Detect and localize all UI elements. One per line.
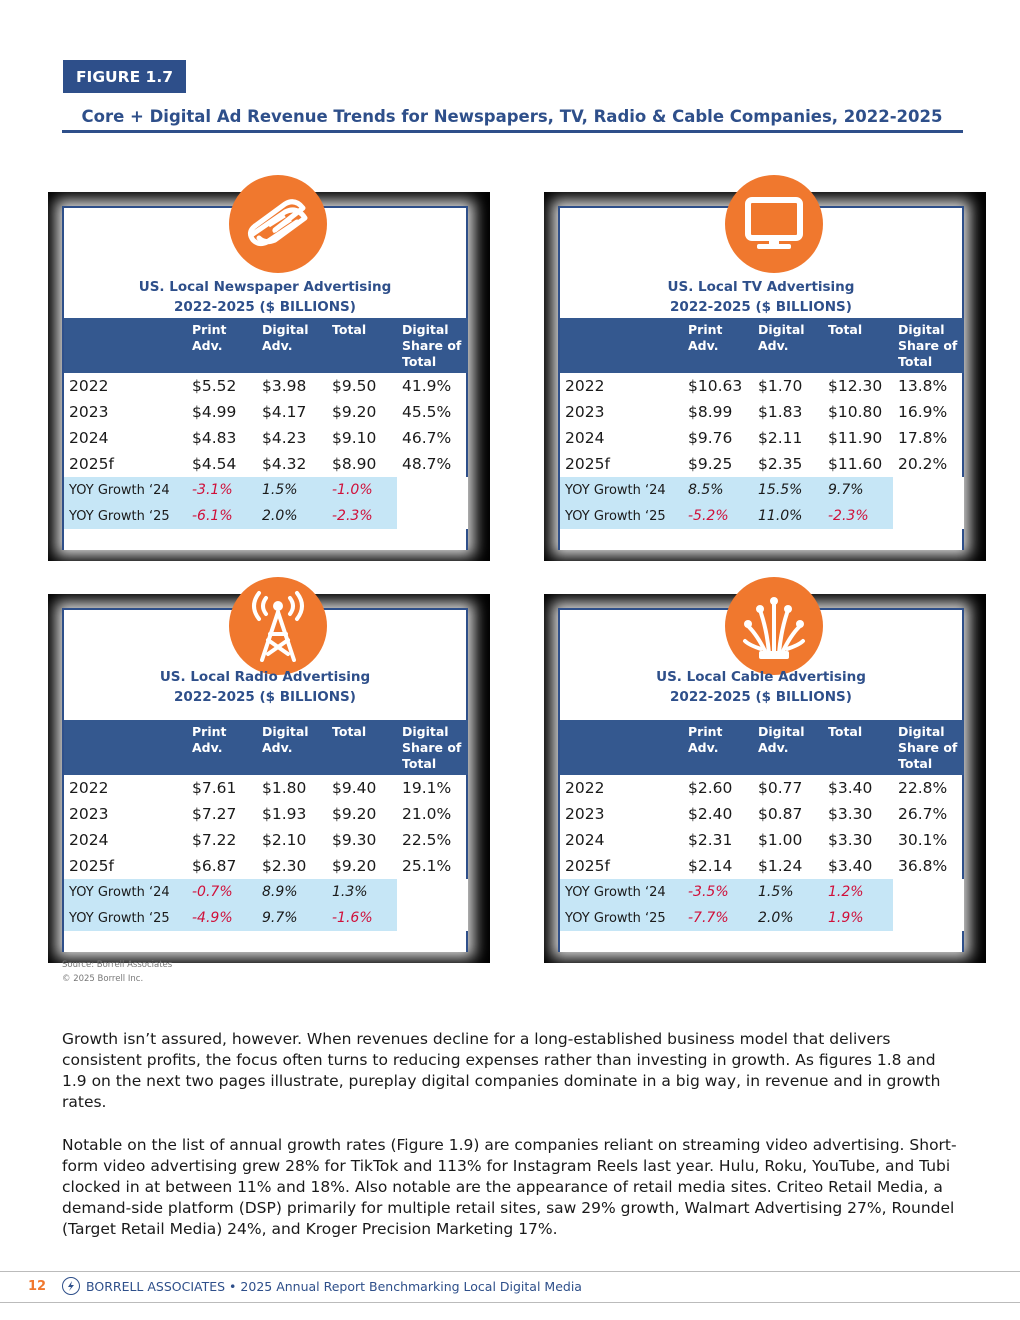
year-cell: 2025f — [69, 857, 114, 875]
yoy-label: YOY Growth ‘24 — [64, 477, 187, 503]
yoy-digital: 1.5% — [753, 879, 823, 905]
table-row — [560, 775, 964, 801]
year-cell: 2024 — [565, 429, 605, 447]
share-cell: 41.9% — [402, 377, 452, 395]
share-cell: 21.0% — [402, 805, 452, 823]
digital-cell: $1.24 — [758, 857, 803, 875]
yoy-label: YOY Growth ‘25 — [64, 503, 187, 529]
yoy-row — [560, 905, 964, 931]
figure-label: FIGURE 1.7 — [63, 60, 186, 93]
digital-cell: $4.17 — [262, 403, 307, 421]
share-cell: 22.5% — [402, 831, 452, 849]
print-cell: $5.52 — [192, 377, 237, 395]
share-cell: 22.8% — [898, 779, 948, 797]
share-cell: 20.2% — [898, 455, 948, 473]
col-header: Total — [823, 720, 893, 775]
cable-card-title: US. Local Cable Advertising 2022-2025 ($ BILLIONS) — [656, 669, 866, 705]
total-cell: $11.60 — [828, 455, 883, 473]
col-header: Print Adv. — [187, 318, 257, 373]
share-cell: 16.9% — [898, 403, 948, 421]
total-cell: $9.50 — [332, 377, 377, 395]
share-cell: 19.1% — [402, 779, 452, 797]
year-cell: 2024 — [69, 429, 109, 447]
table-row — [560, 853, 964, 879]
yoy-label: YOY Growth ‘24 — [560, 879, 683, 905]
yoy-print: -5.2% — [683, 503, 753, 529]
yoy-total: -1.0% — [327, 477, 397, 503]
total-cell: $8.90 — [332, 455, 377, 473]
table-row — [560, 373, 964, 399]
yoy-row — [560, 879, 964, 905]
total-cell: $9.20 — [332, 857, 377, 875]
digital-cell: $2.30 — [262, 857, 307, 875]
table-header-row — [560, 720, 964, 775]
total-cell: $3.30 — [828, 805, 873, 823]
print-cell: $4.83 — [192, 429, 237, 447]
digital-cell: $3.98 — [262, 377, 307, 395]
tv-panel — [544, 192, 986, 561]
share-cell: 30.1% — [898, 831, 948, 849]
yoy-print: -0.7% — [187, 879, 257, 905]
source-note: Source: Borrell Associates — [62, 960, 173, 970]
total-cell: $11.90 — [828, 429, 883, 447]
table-row — [64, 373, 468, 399]
table-header-row — [64, 318, 468, 373]
share-cell: 26.7% — [898, 805, 948, 823]
yoy-digital: 11.0% — [753, 503, 823, 529]
yoy-print: -3.5% — [683, 879, 753, 905]
col-header: Digital Adv. — [257, 720, 327, 775]
tv-table — [560, 318, 964, 529]
col-header: Digital Share of Total — [397, 720, 468, 775]
year-cell: 2022 — [69, 779, 109, 797]
print-cell: $8.99 — [688, 403, 733, 421]
yoy-print: -4.9% — [187, 905, 257, 931]
cable-card — [558, 608, 964, 952]
yoy-total: -2.3% — [823, 503, 893, 529]
yoy-digital: 8.9% — [257, 879, 327, 905]
table-row — [64, 801, 468, 827]
share-cell: 25.1% — [402, 857, 452, 875]
table-row — [64, 853, 468, 879]
newspaper-card — [62, 206, 468, 550]
col-header — [64, 720, 187, 775]
yoy-print: -6.1% — [187, 503, 257, 529]
print-cell: $4.54 — [192, 455, 237, 473]
col-header: Print Adv. — [683, 318, 753, 373]
year-cell: 2025f — [69, 455, 114, 473]
col-header: Total — [327, 720, 397, 775]
share-cell: 36.8% — [898, 857, 948, 875]
yoy-row — [64, 879, 468, 905]
footer-text: BORRELL ASSOCIATES • 2025 Annual Report Benchmarking Local Digital Media — [86, 1279, 582, 1294]
yoy-digital: 15.5% — [753, 477, 823, 503]
title-underline — [62, 130, 963, 133]
footer-top-rule — [0, 1271, 1020, 1272]
yoy-total: 1.2% — [823, 879, 893, 905]
digital-cell: $1.70 — [758, 377, 803, 395]
digital-cell: $1.80 — [262, 779, 307, 797]
col-header: Print Adv. — [683, 720, 753, 775]
radio-tower-icon — [229, 577, 327, 675]
yoy-row — [64, 503, 468, 529]
table-header-row — [64, 720, 468, 775]
table-row — [560, 827, 964, 853]
fiber-cable-icon — [725, 577, 823, 675]
footer-bottom-rule — [0, 1302, 1020, 1303]
yoy-print: 8.5% — [683, 477, 753, 503]
total-cell: $9.20 — [332, 403, 377, 421]
newspaper-panel — [48, 192, 490, 561]
digital-cell: $2.35 — [758, 455, 803, 473]
print-cell: $7.61 — [192, 779, 237, 797]
print-cell: $2.14 — [688, 857, 733, 875]
yoy-print: -3.1% — [187, 477, 257, 503]
year-cell: 2023 — [565, 805, 605, 823]
share-cell: 13.8% — [898, 377, 948, 395]
table-row — [560, 425, 964, 451]
tv-card — [558, 206, 964, 550]
table-row — [64, 827, 468, 853]
col-header: Print Adv. — [187, 720, 257, 775]
print-cell: $6.87 — [192, 857, 237, 875]
total-cell: $9.20 — [332, 805, 377, 823]
year-cell: 2022 — [565, 779, 605, 797]
digital-cell: $1.83 — [758, 403, 803, 421]
share-cell: 46.7% — [402, 429, 452, 447]
table-row — [560, 801, 964, 827]
print-cell: $10.63 — [688, 377, 743, 395]
year-cell: 2023 — [69, 805, 109, 823]
page-number: 12 — [28, 1279, 47, 1294]
newspaper-card-title: US. Local Newspaper Advertising 2022-2025 ($ BILLIONS) — [138, 279, 392, 315]
body-paragraph: Growth isn’t assured, however. When revenues decline for a long-established business model that delivers consistent profits, the focus often turns to reducing expenses rather than investing in growth. As figures 1.8 and 1.9 on the next two pages illustrate, pureplay digital companies dominate in a big way, in revenue and in growth rates. — [62, 1030, 941, 1111]
col-header: Digital Share of Total — [893, 318, 964, 373]
yoy-total: 1.9% — [823, 905, 893, 931]
tv-card-title: US. Local TV Advertising 2022-2025 ($ BILLIONS) — [667, 279, 855, 315]
digital-cell: $2.10 — [262, 831, 307, 849]
col-header: Digital Share of Total — [397, 318, 468, 373]
table-row — [560, 451, 964, 477]
yoy-label: YOY Growth ‘25 — [560, 905, 683, 931]
digital-cell: $2.11 — [758, 429, 803, 447]
body-paragraph: Notable on the list of annual growth rates (Figure 1.9) are companies reliant on streaming video advertising. Short-form video advertising grew 28% for TikTok and 113% for Instagram Reels last year. Hulu, Roku, YouTube, and Tubi clocked in at between 11% and 18%. Also notable are the appearance of retail media sites. Criteo Retail Media, a demand-side platform (DSP) primarily for multiple retail sites, saw 29% growth, Walmart Advertising 27%, Roundel (Target Retail Media) 24%, and Kroger Precision Marketing 17%. — [62, 1136, 957, 1238]
yoy-total: -2.3% — [327, 503, 397, 529]
yoy-digital: 1.5% — [257, 477, 327, 503]
digital-cell: $1.00 — [758, 831, 803, 849]
yoy-digital: 9.7% — [257, 905, 327, 931]
figure-title: Core + Digital Ad Revenue Trends for Newspapers, TV, Radio & Cable Companies, 2022-2025 — [81, 107, 943, 126]
col-header: Total — [327, 318, 397, 373]
total-cell: $9.10 — [332, 429, 377, 447]
digital-cell: $4.32 — [262, 455, 307, 473]
cable-table — [560, 720, 964, 931]
total-cell: $12.30 — [828, 377, 883, 395]
yoy-label: YOY Growth ‘24 — [560, 477, 683, 503]
col-header — [64, 318, 187, 373]
total-cell: $3.30 — [828, 831, 873, 849]
total-cell: $9.40 — [332, 779, 377, 797]
yoy-row — [64, 477, 468, 503]
table-header-row — [560, 318, 964, 373]
digital-cell: $0.87 — [758, 805, 803, 823]
total-cell: $10.80 — [828, 403, 883, 421]
yoy-digital: 2.0% — [257, 503, 327, 529]
tv-icon — [725, 175, 823, 273]
yoy-label: YOY Growth ‘25 — [64, 905, 187, 931]
yoy-row — [560, 477, 964, 503]
table-row — [64, 399, 468, 425]
year-cell: 2024 — [69, 831, 109, 849]
col-header — [560, 318, 683, 373]
share-cell: 48.7% — [402, 455, 452, 473]
year-cell: 2024 — [565, 831, 605, 849]
year-cell: 2022 — [69, 377, 109, 395]
share-cell: 17.8% — [898, 429, 948, 447]
print-cell: $2.31 — [688, 831, 733, 849]
total-cell: $9.30 — [332, 831, 377, 849]
digital-cell: $0.77 — [758, 779, 803, 797]
col-header — [560, 720, 683, 775]
year-cell: 2025f — [565, 857, 610, 875]
yoy-digital: 2.0% — [753, 905, 823, 931]
digital-cell: $4.23 — [262, 429, 307, 447]
yoy-total: 1.3% — [327, 879, 397, 905]
newspaper-icon — [229, 175, 327, 273]
col-header: Total — [823, 318, 893, 373]
share-cell: 45.5% — [402, 403, 452, 421]
yoy-print: -7.7% — [683, 905, 753, 931]
col-header: Digital Adv. — [753, 318, 823, 373]
borrell-logo-icon — [62, 1277, 80, 1295]
radio-panel — [48, 594, 490, 963]
col-header: Digital Adv. — [257, 318, 327, 373]
copyright-note: © 2025 Borrell Inc. — [62, 974, 144, 984]
print-cell: $2.60 — [688, 779, 733, 797]
print-cell: $9.76 — [688, 429, 733, 447]
table-row — [64, 775, 468, 801]
radio-table — [64, 720, 468, 931]
digital-cell: $1.93 — [262, 805, 307, 823]
yoy-row — [64, 905, 468, 931]
yoy-label: YOY Growth ‘24 — [64, 879, 187, 905]
year-cell: 2023 — [565, 403, 605, 421]
cable-panel — [544, 594, 986, 963]
table-row — [64, 425, 468, 451]
yoy-total: -1.6% — [327, 905, 397, 931]
total-cell: $3.40 — [828, 857, 873, 875]
total-cell: $3.40 — [828, 779, 873, 797]
table-row — [560, 399, 964, 425]
print-cell: $9.25 — [688, 455, 733, 473]
radio-card — [62, 608, 468, 952]
print-cell: $2.40 — [688, 805, 733, 823]
col-header: Digital Share of Total — [893, 720, 964, 775]
table-row — [64, 451, 468, 477]
print-cell: $7.27 — [192, 805, 237, 823]
year-cell: 2023 — [69, 403, 109, 421]
yoy-row — [560, 503, 964, 529]
radio-card-title: US. Local Radio Advertising 2022-2025 ($ BILLIONS) — [159, 669, 371, 705]
print-cell: $7.22 — [192, 831, 237, 849]
year-cell: 2022 — [565, 377, 605, 395]
yoy-label: YOY Growth ‘25 — [560, 503, 683, 529]
yoy-total: 9.7% — [823, 477, 893, 503]
newspaper-table — [64, 318, 468, 529]
year-cell: 2025f — [565, 455, 610, 473]
print-cell: $4.99 — [192, 403, 237, 421]
col-header: Digital Adv. — [753, 720, 823, 775]
